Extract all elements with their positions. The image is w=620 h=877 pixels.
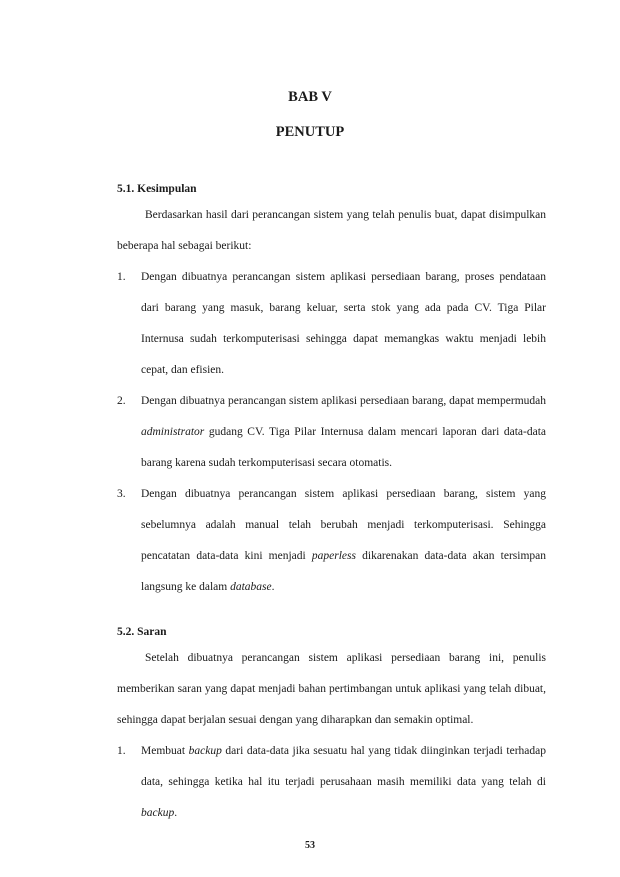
section-saran bbox=[117, 621, 546, 829]
list-item-text: gudang CV. Tiga Pilar Internusa dalam mencari laporan dari data-data barang karena sudah terkomputerisasi secara otomatis. bbox=[141, 426, 546, 469]
section-heading: 5.1. Kesimpulan bbox=[117, 183, 197, 195]
list-item bbox=[117, 262, 546, 386]
list-item-text: . bbox=[174, 807, 178, 819]
section-intro: Berdasarkan hasil dari perancangan sistem yang telah penulis buat, dapat disimpulkan beberapa hal sebagai berikut: bbox=[117, 209, 546, 252]
section-kesimpulan bbox=[117, 178, 546, 603]
list-item-number: 1. bbox=[117, 271, 126, 283]
section-intro: Setelah dibuatnya perancangan sistem aplikasi persediaan barang ini, penulis memberikan saran yang dapat menjadi bahan pertimbangan untuk aplikasi yang telah dibuat, sehingga dapat berjalan sesuai dengan yang diharapkan dan semakin optimal. bbox=[117, 652, 546, 726]
section-heading: 5.2. Saran bbox=[117, 626, 167, 638]
chapter-title: PENUTUP bbox=[275, 124, 345, 140]
italic-term: paperless bbox=[311, 550, 356, 562]
italic-term: backup bbox=[188, 745, 222, 757]
page-number: 53 bbox=[305, 840, 315, 851]
list-item-text: dikarenakan data-data akan tersimpan langsung ke dalam bbox=[141, 550, 546, 593]
list-item bbox=[117, 736, 546, 829]
page-content bbox=[117, 178, 546, 829]
list-item bbox=[117, 386, 546, 479]
italic-term: backup bbox=[141, 807, 175, 819]
list-item-text: dari data-data jika sesuatu hal yang tidak diinginkan terjadi terhadap data, sehingga ketika hal itu terjadi perusahaan masih memiliki data yang telah di bbox=[141, 745, 546, 788]
list-item-number: 1. bbox=[117, 745, 126, 757]
list-item-text: . bbox=[271, 581, 275, 593]
suggestion-list bbox=[117, 736, 546, 829]
list-item-text: Dengan dibuatnya perancangan sistem aplikasi persediaan barang, proses pendataan dari barang yang masuk, barang keluar, serta stok yang ada pada CV. Tiga Pilar Internusa sudah terkomputerisasi sehingga dapat memangkas waktu menjadi lebih cepat, dan efisien. bbox=[141, 271, 546, 376]
chapter-number: BAB V bbox=[288, 89, 332, 105]
list-item-number: 3. bbox=[117, 488, 126, 500]
list-item bbox=[117, 479, 546, 603]
list-item-text: Dengan dibuatnya perancangan sistem aplikasi persediaan barang, sistem yang sebelumnya adalah manual telah berubah menjadi terkomputerisasi. Sehingga pencatatan data-data kini menjadi bbox=[141, 488, 546, 562]
italic-term: administrator bbox=[141, 426, 205, 438]
list-item-number: 2. bbox=[117, 395, 126, 407]
list-item-text: Membuat bbox=[141, 745, 189, 757]
italic-term: database bbox=[230, 581, 272, 593]
conclusion-list bbox=[117, 262, 546, 603]
list-item-text: Dengan dibuatnya perancangan sistem aplikasi persediaan barang, dapat mempermudah bbox=[141, 395, 546, 407]
